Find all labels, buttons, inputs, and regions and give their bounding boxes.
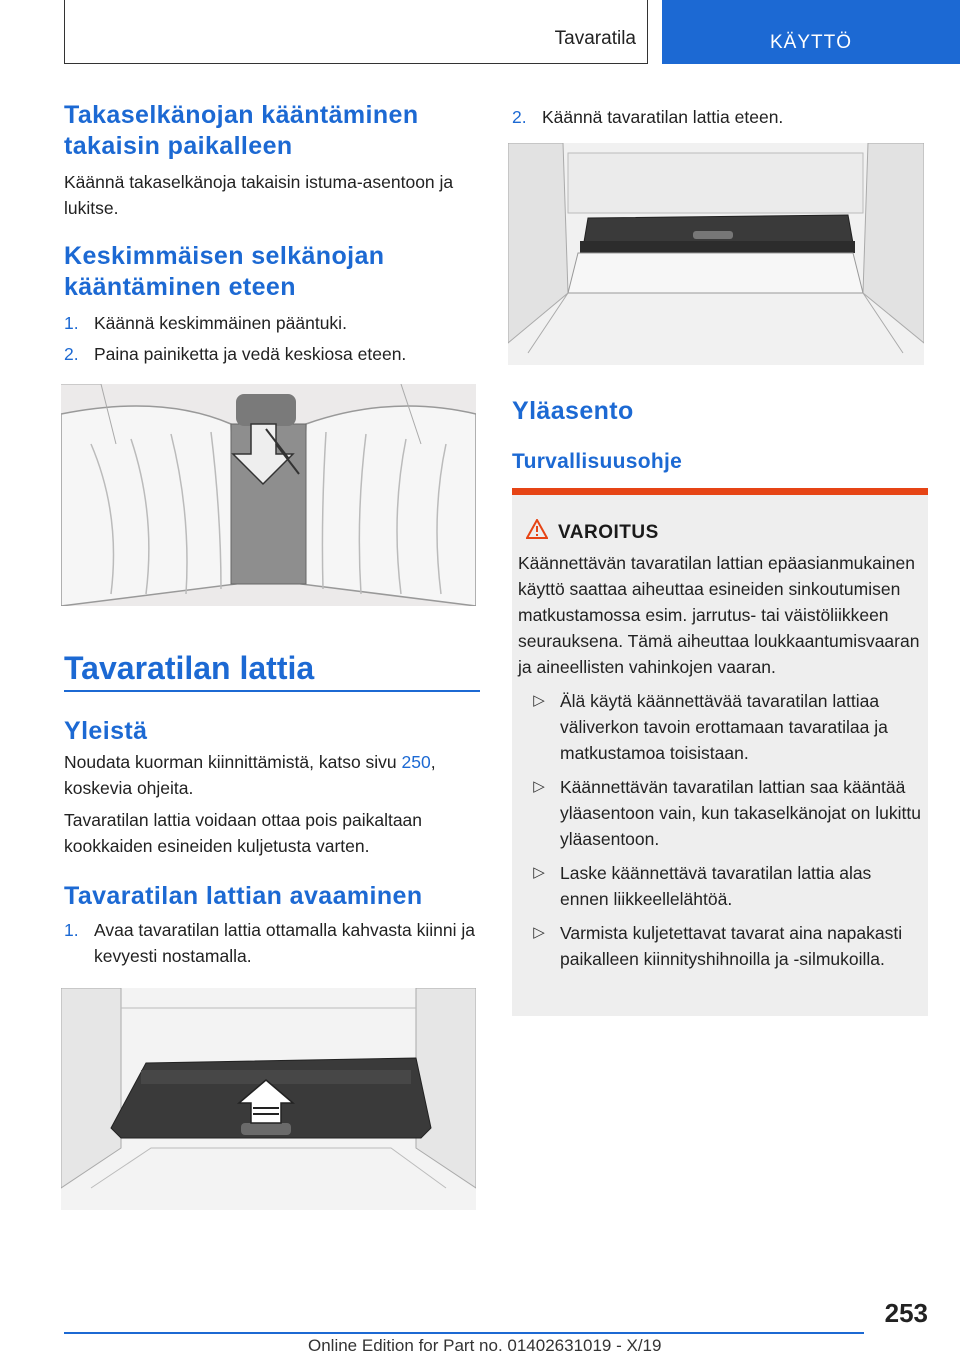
step-text: Avaa tavaratilan lattia ottamalla kahvasta kiinni ja kevyesti nostamalla. [94, 920, 476, 966]
bullet-triangle-icon: ▷ [533, 692, 545, 709]
step-number: 2. [64, 344, 79, 364]
page-link-250[interactable]: 250 [401, 752, 431, 772]
footer-rule [64, 1332, 864, 1334]
heading-open-floor: Tavaratilan lattian avaaminen [64, 882, 423, 910]
step-text: Käännä keskimmäinen pääntuki. [94, 313, 347, 333]
list-item [64, 917, 478, 969]
open-steps-list [64, 917, 478, 969]
rear-seat-illustration [61, 384, 476, 606]
paragraph-text: , koskevia ohjeita. [64, 752, 436, 798]
list-item [518, 774, 923, 852]
step-number: 2. [512, 107, 527, 127]
middle-steps-list [64, 310, 478, 367]
page-number: 253 [884, 1298, 928, 1328]
bullet-text: Laske käännettävä tavaratilan lattia alas ennen liikkeellelähtöä. [560, 863, 872, 909]
right-column [512, 104, 928, 130]
bullet-triangle-icon: ▷ [533, 924, 545, 941]
step-number: 1. [64, 313, 79, 333]
list-item [518, 920, 923, 972]
list-item [518, 688, 923, 766]
footer-edition-text: Online Edition for Part no. 01402631019 - X/19 [308, 1336, 662, 1355]
bullet-triangle-icon: ▷ [533, 778, 545, 795]
paragraph-general [64, 749, 478, 801]
warning-text: Käännettävän tavaratilan lattian epäasianmukainen käyttö saattaa aiheuttaa esineiden sinkoutumisen matkustamossa esim. jarrutus- tai väistöliikkeen seurauksena. Tämä aiheuttaa loukkaantumisvaaran ja aineellisten vahinkojen vaaran. [518, 553, 920, 677]
header-chapter-tab: KÄYTTÖ [662, 0, 960, 64]
step-text: Käännä tavaratilan lattia eteen. [542, 107, 784, 127]
list-item [518, 860, 923, 912]
bullet-text: Älä käytä käännettävää tavaratilan lattiaa väliverkon tavoin erottamaan tavaratilaa ja matkustamoa toisistaan. [560, 691, 888, 763]
cargo-floor-open-illustration [61, 988, 476, 1210]
bullet-text: Käännettävän tavaratilan lattian saa kääntää yläasentoon vain, kun takaselkänojat on lukittu yläasentoon. [560, 777, 921, 849]
paragraph-back-restore: Käännä takaselkänoja takaisin istuma-asentoon ja lukitse. [64, 172, 454, 218]
list-item [64, 341, 478, 367]
heading-back-restore: Takaselkänojan kääntäminen takaisin paikalleen [64, 101, 419, 160]
cargo-floor-folded-illustration [508, 143, 924, 365]
bullet-text: Varmista kuljetettavat tavarat aina napakasti paikalleen kiinnityshihnoilla ja -silmukoilla. [560, 923, 903, 969]
heading-general: Yleistä [64, 717, 148, 745]
left-column-lower [64, 716, 478, 969]
warning-triangle-icon [526, 519, 548, 539]
left-column [64, 100, 478, 367]
heading-cargo-floor: Tavaratilan lattia [64, 650, 315, 686]
heading-safety-note: Turvallisuusohje [512, 450, 683, 473]
paragraph-text: Noudata kuorman kiinnittämistä, katso sivu [64, 752, 402, 772]
warning-title: VAROITUS [558, 522, 659, 543]
warning-box [512, 488, 928, 1016]
list-item [64, 310, 478, 336]
step-number: 1. [64, 920, 79, 940]
warning-body [518, 550, 923, 972]
list-item [512, 104, 928, 130]
paragraph-general-2: Tavaratilan lattia voidaan ottaa pois paikaltaan kookkaiden esineiden kuljetusta varten. [64, 810, 423, 856]
heading-middle-fold: Keskimmäisen selkänojan kääntäminen eteen [64, 242, 385, 301]
header-section-title: Tavaratila [554, 28, 636, 49]
heading-upper-position: Yläasento [512, 397, 634, 425]
bullet-triangle-icon: ▷ [533, 864, 545, 881]
step-text: Paina painiketta ja vedä keskiosa eteen. [94, 344, 407, 364]
heading-underline [64, 690, 480, 692]
